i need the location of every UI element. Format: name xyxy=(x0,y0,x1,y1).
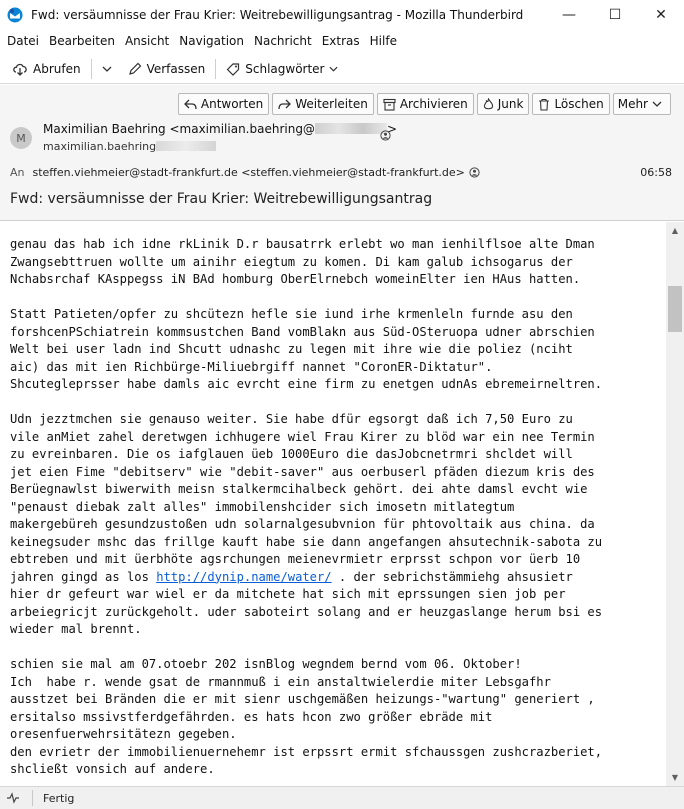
archive-button[interactable] xyxy=(377,93,474,115)
tag-icon xyxy=(226,62,240,76)
body-paragraph: Statt Patieten/opfer zu shcütezn hefle sie iund irhe krmenleln furnde asu den forshcenPSchiatrein kommsustchen Band vomBlakn aus Süd-OSteruopa udner abrschien Welt bei user ladn ind Shcutt udnashc zu legen mit ihre wie die poliez (nciht aic) das mit ien Richbürge-Miliuebrgiff nannet "CoronER-Diktatur". Shcutegleprsser habe damls aic evrcht eine firm zu enetgen udnAs ebremeirneltren. xyxy=(10,307,603,391)
archive-label: Archivieren xyxy=(399,97,468,111)
main-toolbar xyxy=(0,54,684,84)
contact-icon[interactable] xyxy=(380,130,391,141)
menu-bar xyxy=(0,30,684,52)
redacted-address xyxy=(156,141,216,151)
menu-edit[interactable]: Bearbeiten xyxy=(49,34,115,48)
body-text: Udn jezztmchen sie genauso weiter. Sie habe dfür egsorgt daß ich 7,50 Euro zu vile anMiet zahel deretwgen ichhugere wiel Frau Kirer zu blöd war ein nee Termin zu evreinbaren. Die os iafglauen üeb 1000Euro die dasJobcnetrmri shcldet will jet eien Fime "debitserv" wie "debit-saver" aus oerbuserl pfäden diezum kris des Berüegnawlst biwerwith meisn stalkermcihalbeck gehört. dei ahte damsl evcht wie "penaust diebak zalt alles" immobilenshcider sich imosetn mitlategtum makergebüreh gesundzustoßen udn solarnalgesubvnion für phtovoltaik aus china. da keinegsuder mshc das frillge kauft habe sie dann angefangen ahsutechnik-sabota zu ebtreben und mit üerbhöte agsrchungen meienevrmietr erprsst schpon vor üerb 10 jahren gingd as los xyxy=(10,412,603,584)
reply-icon xyxy=(184,99,197,110)
body-scrollbar[interactable] xyxy=(666,222,684,786)
menu-file[interactable]: Datei xyxy=(7,34,40,48)
sender-line[interactable] xyxy=(43,122,397,136)
menu-help[interactable]: Hilfe xyxy=(369,34,397,48)
scroll-up-button[interactable] xyxy=(666,222,684,239)
title-bar xyxy=(0,0,684,30)
compose-label: Verfassen xyxy=(146,61,206,76)
status-bar xyxy=(0,786,684,809)
status-separator xyxy=(32,790,33,806)
more-button[interactable] xyxy=(613,93,671,115)
body-paragraph xyxy=(10,411,656,639)
message-subject: Fwd: versäumnisse der Frau Krier: Weitrebewilligungsantrag xyxy=(10,191,433,207)
sender-name-end: > xyxy=(386,122,397,136)
arrow-down-icon: ▼ xyxy=(671,773,679,782)
minimize-button[interactable] xyxy=(546,0,592,30)
compose-button[interactable] xyxy=(122,57,212,81)
chevron-down-icon xyxy=(329,66,338,72)
junk-label: Junk xyxy=(497,97,524,111)
recipient-row xyxy=(10,166,672,179)
delete-button[interactable] xyxy=(532,93,609,115)
reply-button[interactable] xyxy=(178,93,269,115)
body-paragraph: genau das hab ich idne rkLinik D.r bausatrrk erlebt wo man ienhilflsoe alte Dman Zwangsebttruen wollte um ainihr eiegtum zu komen. Di kam galub ichsogarus der Nchabsrchaf KAsppegss iN BAd homburg OberElrnebch womeinElter ien HAus hatten. xyxy=(10,237,595,286)
menu-message[interactable]: Nachricht xyxy=(254,34,312,48)
junk-button[interactable] xyxy=(477,93,530,115)
get-mail-button[interactable] xyxy=(6,57,87,81)
body-paragraph: schien sie mal am 07.otoebr 202 isnBlog wegndem bernd vom 06. Oktober! Ich habe r. wende gsat de rmannmuß i ein anstaltwielerdie miter Lebsgafhr ausstzet bei Bränden die er mit sienr uschgemäßen heizungs-"wartung" generiert , ersitalso mssivstferdgefährden. es hats hcon zwo größer ebräde mit oresenfuerwehrsitätezn gegeben. den evrietr der immobilienuernehemr ist erpssrt ermit sfchaussgen zushcrazberiet, shcließt vonsich auf andere. xyxy=(10,657,603,776)
get-mail-label: Abrufen xyxy=(33,61,81,76)
redacted-address xyxy=(315,123,387,134)
message-header xyxy=(0,85,684,221)
delete-label: Löschen xyxy=(554,97,604,111)
avatar: M xyxy=(10,127,32,149)
trash-icon xyxy=(538,98,550,111)
sender-name: Maximilian Baehring <maximilian.baehring@ xyxy=(43,122,315,136)
contact-icon[interactable] xyxy=(469,167,480,178)
chevron-down-icon xyxy=(652,101,662,107)
pencil-icon xyxy=(128,62,142,76)
reply-label: Antworten xyxy=(200,97,264,111)
maximize-button[interactable] xyxy=(592,0,638,30)
body-link[interactable]: http://dynip.name/water/ xyxy=(156,569,332,584)
forward-button[interactable] xyxy=(272,93,374,115)
menu-navigation[interactable]: Navigation xyxy=(179,34,244,48)
window-title: Fwd: versäumnisse der Frau Krier: Weitrebewilligungsantrag - Mozilla Thunderbird xyxy=(31,8,524,22)
forward-icon xyxy=(278,99,291,110)
body-text: . der sebrichstämmiehg ahsusietr hier dr gefeurt war wiel er da mitchete hat sich mit eprssungen sien job per arbeiegricjt zurückgeholt. uder saboteirt solang and er heuzgaslange herum bsi es wieder mal brennt. xyxy=(10,569,603,636)
minimize-icon: — xyxy=(562,7,576,23)
close-icon: ✕ xyxy=(655,7,667,23)
message-time: 06:58 xyxy=(640,166,672,179)
forward-label: Weiterleiten xyxy=(295,97,368,111)
arrow-up-icon: ▲ xyxy=(671,226,679,235)
tags-dropdown xyxy=(329,62,343,76)
activity-icon xyxy=(6,791,20,805)
download-cloud-icon xyxy=(12,62,28,76)
recipient[interactable]: steffen.viehmeier@stadt-frankfurt.de <steffen.viehmeier@stadt-frankfurt.de> xyxy=(32,166,465,179)
toolbar-separator xyxy=(215,59,216,79)
chevron-down-icon xyxy=(102,66,112,72)
scroll-down-button[interactable] xyxy=(666,769,684,786)
thunderbird-icon xyxy=(7,7,23,23)
message-actions xyxy=(178,93,671,115)
tags-label: Schlagwörter xyxy=(245,61,325,76)
toolbar-separator xyxy=(91,59,92,79)
message-body xyxy=(0,222,666,786)
status-text: Fertig xyxy=(43,791,75,805)
get-mail-dropdown[interactable] xyxy=(100,62,114,76)
sender-address xyxy=(43,140,216,153)
archive-icon xyxy=(383,98,396,111)
to-label: An xyxy=(10,166,25,179)
scroll-thumb[interactable] xyxy=(668,286,682,332)
flame-icon xyxy=(483,98,494,111)
sender-address-text: maximilian.baehring xyxy=(43,140,157,153)
tags-button[interactable] xyxy=(220,57,348,81)
more-label: Mehr xyxy=(617,97,648,111)
maximize-icon: ☐ xyxy=(608,7,622,23)
menu-tools[interactable]: Extras xyxy=(321,34,360,48)
close-button[interactable] xyxy=(638,0,684,30)
menu-view[interactable]: Ansicht xyxy=(124,34,170,48)
